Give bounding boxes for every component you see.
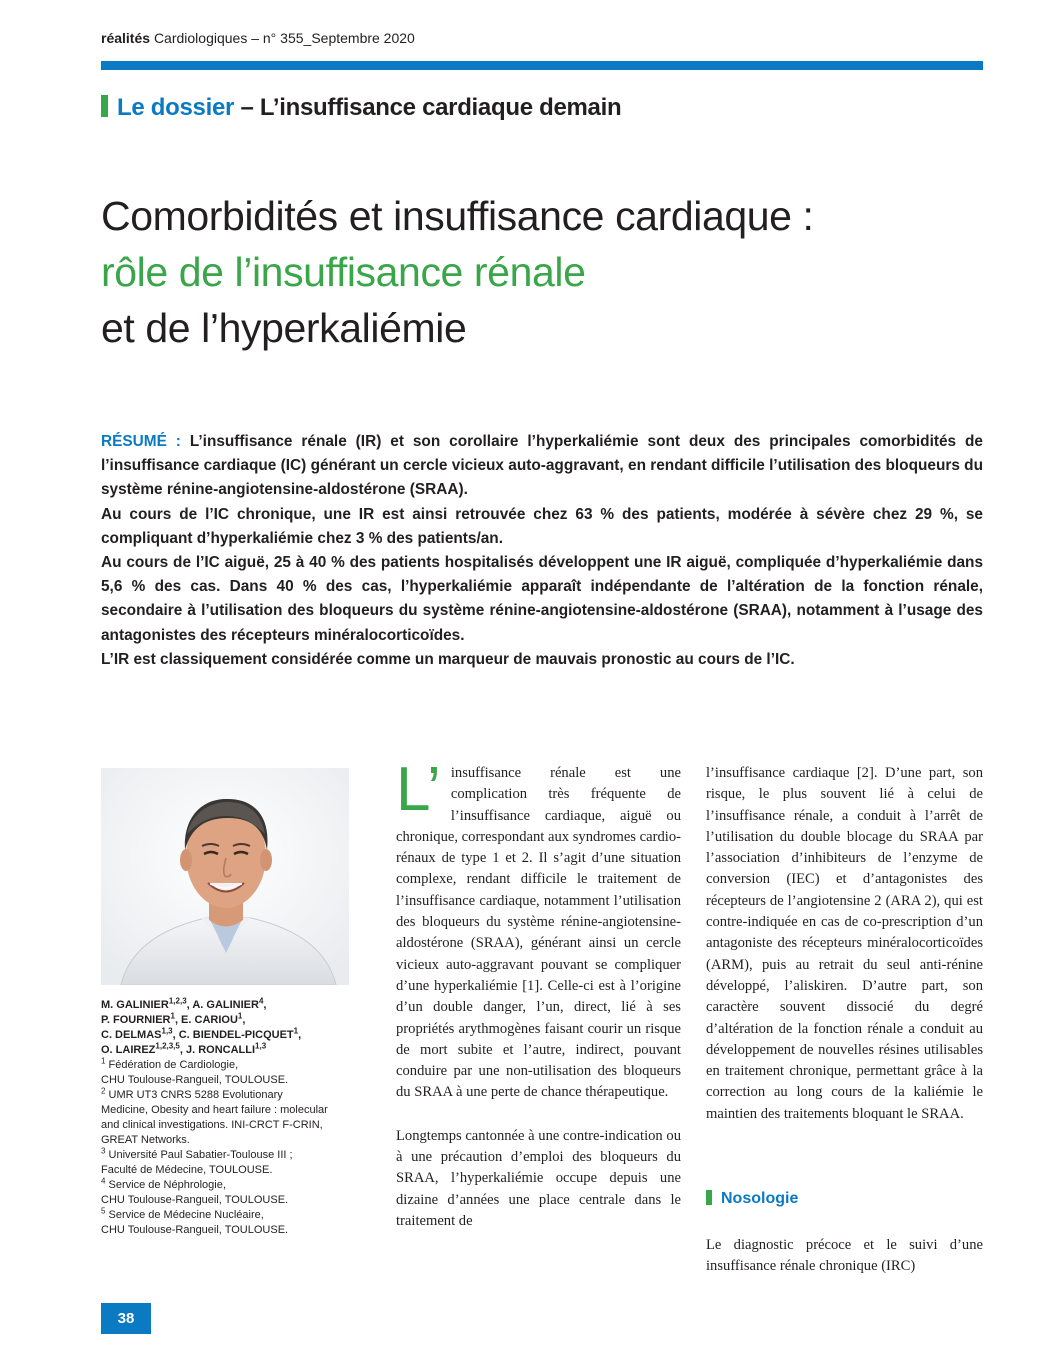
affiliation-line [101,1088,353,1103]
affiliation-text: Faculté de Médecine, TOULOUSE. [101,1164,273,1176]
author-line [101,998,353,1013]
author-line [101,1013,353,1028]
affiliations [101,1058,353,1238]
rubric [101,94,621,122]
author-affiliation-ref: 1,2,3,5 [155,1041,180,1051]
rubric-main: Le dossier [117,94,235,121]
author-line [101,1028,353,1043]
affiliation-text: Medicine, Obesity and heart failure : molecular [101,1104,328,1116]
section-heading [706,1190,798,1208]
body-column-2-continued [706,1235,983,1278]
affiliation-number: 2 [101,1086,106,1096]
masthead [101,30,415,46]
affiliation-number: 3 [101,1146,106,1156]
author-affiliation-ref: 1,2,3 [168,996,187,1006]
rubric-sub: – L’insuffisance cardiaque demain [240,94,622,121]
affiliation-line [101,1073,353,1088]
separator: , [242,1014,246,1026]
body-column-1 [396,755,681,1232]
affiliation-line [101,1148,353,1163]
abstract-paragraph: Au cours de l’IC aiguë, 25 à 40 % des patients hospitalisés développent une IR aiguë, compliquée d’hyperkaliémie dans 5,6 % des cas. Dans 40 % des cas, l’hyperkaliémie apparaît indépendante de l’altération de la fonction rénale, secondaire à l’utilisation des bloqueurs du système rénine-angiotensine-aldostérone (SRAA), notamment à l’usage des antagonistes des récepteurs minéralocorticoïdes. [101,554,983,644]
title-line-2: rôle de l’insuffisance rénale [101,249,586,295]
article-title [101,188,1001,356]
affiliation-text: Université Paul Sabatier-Toulouse III ; [105,1149,293,1161]
author-line [101,1043,353,1058]
affiliation-line [101,1058,353,1073]
affiliation-line [101,1118,353,1133]
separator: , [263,999,267,1011]
affiliation-number: 5 [101,1206,106,1216]
affiliation-line [101,1163,353,1178]
affiliation-text: Fédération de Cardiologie, [105,1059,239,1071]
body-paragraph: Longtemps cantonnée à une contre-indication ou à une précaution d’emploi des bloqueurs du SRAA, l’hyperkaliémie occupe depuis une dizaine d’années une place centrale dans le traitement de [396,1127,681,1229]
abstract-paragraph [101,430,983,503]
affiliation-text: Service de Médecine Nucléaire, [105,1209,264,1221]
affiliation-text: CHU Toulouse-Rangueil, TOULOUSE. [101,1224,289,1236]
author-name: M. GALINIER [101,999,169,1011]
author-portrait-image [101,768,349,985]
author-name: , E. CARIOU [174,1014,238,1026]
affiliation-text: and clinical investigations. INI-CRCT F-CRIN, [101,1119,323,1131]
affiliation-line [101,1193,353,1208]
author-photo [101,768,349,985]
affiliation-text: CHU Toulouse-Rangueil, TOULOUSE. [101,1074,289,1086]
section-heading-text: Nosologie [721,1190,799,1207]
author-affiliation-ref: 1 [237,1011,243,1021]
affiliation-line [101,1223,353,1238]
abstract-text-1: L’insuffisance rénale (IR) et son corollaire l’hyperkaliémie sont deux des principales comorbidités de l’insuffisance cardiaque (IC) générant un cercle vicieux auto-aggravant, en rendant difficile l’utilisation des bloqueurs du système rénine-angiotensine-aldostérone (SRAA). [101,433,983,499]
abstract-paragraph: L’IR est classiquement considérée comme un marqueur de mauvais pronostic au cours de l’IC. [101,650,795,668]
authors-block [101,998,353,1238]
title-line-3: et de l’hyperkaliémie [101,305,467,351]
author-name: , C. BIENDEL-PICQUET [172,1029,294,1041]
body-paragraph: l’insuffisance cardiaque [2]. D’une part, son risque, le plus souvent lié à celui de l’insuffisance rénale, a conduit à l’arrêt de l’utilisation du double blocage du SRAA par l’association d’inhibiteurs de l’enzyme de conversion (IEC) et d’antagonistes des récepteurs de l’angiotensine 2 (ARA 2), qui est contre-indiquée en cas de co-prescription d’un antagoniste des récepteurs minéralocorticoïdes (ARM), puis au retrait du seul anti-rénine développé, l’aliskiren. D’autre part, son caractère souvent dissocié du degré d’altération de la fonction rénale a conduit au développement de nouvelles résines utilisables en traitement chronique, permettant grâce à la correction au long cours de la kaliémie le maintien des traitements bloquant le SRAA. [706,765,983,1122]
affiliation-text: Service de Néphrologie, [105,1179,226,1191]
affiliation-text: UMR UT3 CNRS 5288 Evolutionary [105,1089,283,1101]
affiliation-text: CHU Toulouse-Rangueil, TOULOUSE. [101,1194,289,1206]
affiliation-line [101,1103,353,1118]
drop-cap: L’ [396,755,441,824]
affiliation-line [101,1208,353,1223]
abstract-paragraph: Au cours de l’IC chronique, une IR est ainsi retrouvée chez 63 % des patients, modérée à sévère chez 29 %, se compliquant d’hyperkaliémie chez 3 % des patients/an. [101,505,983,547]
affiliation-number: 1 [101,1056,106,1066]
author-name: P. FOURNIER [101,1014,171,1026]
masthead-issue: Cardiologiques – n° 355_Septembre 2020 [153,30,415,46]
separator: , [298,1029,302,1041]
section-bar [706,1190,712,1205]
page-number: 38 [101,1303,151,1334]
author-names [101,998,353,1058]
abstract [101,430,983,672]
body-column-2 [706,763,983,1125]
author-name: C. DELMAS [101,1029,162,1041]
body-paragraph [396,755,681,1104]
masthead-brand: réalités [101,30,151,46]
author-affiliation-ref: 1 [293,1026,299,1036]
affiliation-number: 4 [101,1176,106,1186]
author-affiliation-ref: 1 [170,1011,175,1021]
affiliation-text: GREAT Networks. [101,1134,190,1146]
author-affiliation-ref: 1,3 [255,1041,267,1051]
rubric-bar [101,95,108,117]
abstract-label: RÉSUMÉ : [101,433,181,450]
author-name: , J. RONCALLI [179,1044,256,1056]
author-name: , A. GALINIER [186,999,259,1011]
header-rule [101,61,983,70]
author-name: O. LAIREZ [101,1044,156,1056]
author-affiliation-ref: 1,3 [161,1026,173,1036]
title-line-1: Comorbidités et insuffisance cardiaque : [101,193,814,239]
body-paragraph: Le diagnostic précoce et le suivi d’une insuffisance rénale chronique (IRC) [706,1237,983,1275]
affiliation-line [101,1133,353,1148]
paragraph-gap [396,1104,681,1126]
author-affiliation-ref: 4 [258,996,264,1006]
body-text: insuffisance rénale est une complication très fréquente de l’insuffisance cardiaque, aiguë ou chronique, correspondant aux syndromes cardio-rénaux de type 1 et 2. Il s’agit d’une situation complexe, rendant difficile le traitement de l’insuffisance cardiaque, notamment l’utilisation des bloqueurs du système rénine-angiotensine-aldostérone (SRAA), générant ainsi un cercle vicieux auto-aggravant pouvant se compliquer d’une hyperkaliémie [1]. Celle-ci est à l’origine d’un double danger, l’un, direct, lié à ses propriétés arythmogènes faisant courir un risque de mort subite et l’autre, indirect, pouvant conduire par une non-utilisation des bloqueurs du SRAA à une perte de chance thérapeutique. [396,765,681,1101]
affiliation-line [101,1178,353,1193]
